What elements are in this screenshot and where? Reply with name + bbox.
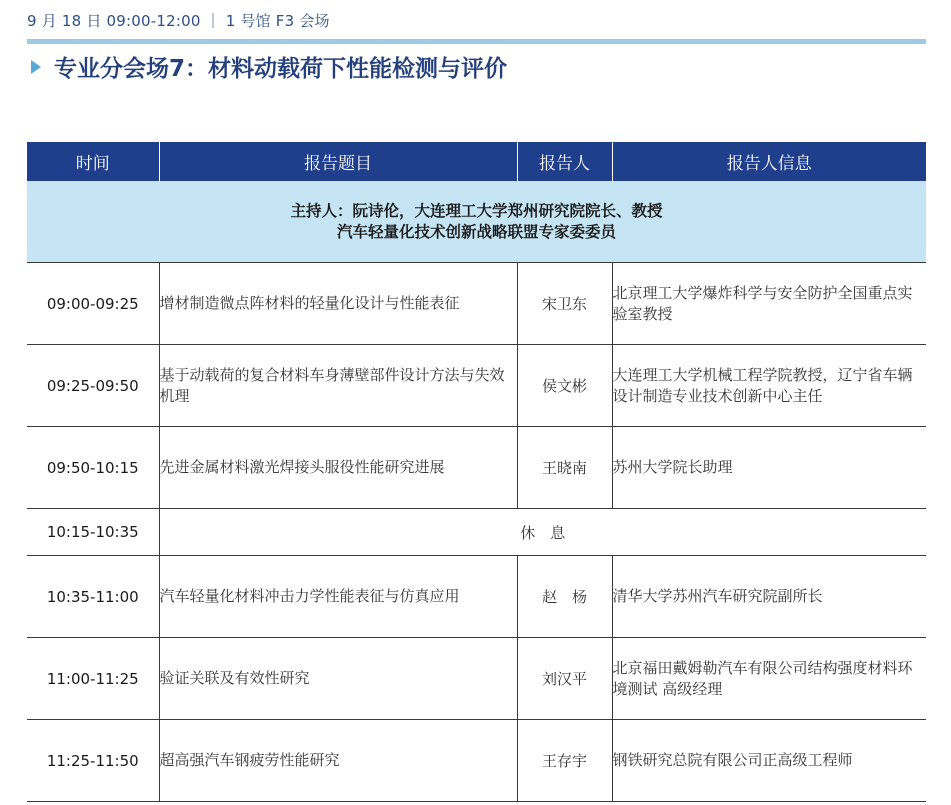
time-cell: 11:25-11:50 <box>27 720 159 802</box>
table-row <box>27 556 926 638</box>
column-header-speaker: 报告人 <box>517 142 612 181</box>
info-cell: 钢铁研究总院有限公司正高级工程师 <box>612 720 926 802</box>
time-cell: 09:50-10:15 <box>27 427 159 509</box>
speaker-cell: 宋卫东 <box>517 263 612 345</box>
host-line-1: 主持人：阮诗伦，大连理工大学郑州研究院院长、教授 <box>290 201 663 220</box>
host-line-2: 汽车轻量化技术创新战略联盟专家委委员 <box>336 222 616 241</box>
section-title-text: 专业分会场7：材料动载荷下性能检测与评价 <box>54 56 508 82</box>
host-row <box>27 181 926 263</box>
time-cell: 11:00-11:25 <box>27 638 159 720</box>
speaker-cell: 刘汉平 <box>517 638 612 720</box>
time-cell: 09:00-09:25 <box>27 263 159 345</box>
host-cell <box>27 181 926 263</box>
break-label: 休 息 <box>159 509 926 556</box>
table-row <box>27 263 926 345</box>
title-cell: 增材制造微点阵材料的轻量化设计与性能表征 <box>159 263 517 345</box>
schedule-table <box>27 142 926 802</box>
title-cell: 汽车轻量化材料冲击力学性能表征与仿真应用 <box>159 556 517 638</box>
triangle-arrow-icon <box>31 60 41 74</box>
title-cell: 超高强汽车钢疲劳性能研究 <box>159 720 517 802</box>
time-cell: 09:25-09:50 <box>27 345 159 427</box>
title-cell: 先进金属材料激光焊接头服役性能研究进展 <box>159 427 517 509</box>
section-title <box>27 50 507 83</box>
column-header-info: 报告人信息 <box>612 142 926 181</box>
info-cell: 北京福田戴姆勒汽车有限公司结构强度材料环境测试 高级经理 <box>612 638 926 720</box>
accent-divider <box>27 39 926 44</box>
info-cell: 清华大学苏州汽车研究院副所长 <box>612 556 926 638</box>
session-info-line: 9 月 18 日 09:00-12:00 ｜ 1 号馆 F3 会场 <box>27 12 330 30</box>
time-cell: 10:15-10:35 <box>27 509 159 556</box>
speaker-cell: 王存宇 <box>517 720 612 802</box>
table-row <box>27 638 926 720</box>
speaker-cell: 侯文彬 <box>517 345 612 427</box>
table-header-row <box>27 142 926 181</box>
column-header-title: 报告题目 <box>159 142 517 181</box>
info-cell: 北京理工大学爆炸科学与安全防护全国重点实验室教授 <box>612 263 926 345</box>
table-row <box>27 345 926 427</box>
info-cell: 苏州大学院长助理 <box>612 427 926 509</box>
table-row <box>27 720 926 802</box>
table-row <box>27 427 926 509</box>
break-row <box>27 509 926 556</box>
title-cell: 基于动载荷的复合材料车身薄壁部件设计方法与失效机理 <box>159 345 517 427</box>
column-header-time: 时间 <box>27 142 159 181</box>
title-cell: 验证关联及有效性研究 <box>159 638 517 720</box>
speaker-cell: 王晓南 <box>517 427 612 509</box>
speaker-cell: 赵 杨 <box>517 556 612 638</box>
info-cell: 大连理工大学机械工程学院教授，辽宁省车辆设计制造专业技术创新中心主任 <box>612 345 926 427</box>
time-cell: 10:35-11:00 <box>27 556 159 638</box>
